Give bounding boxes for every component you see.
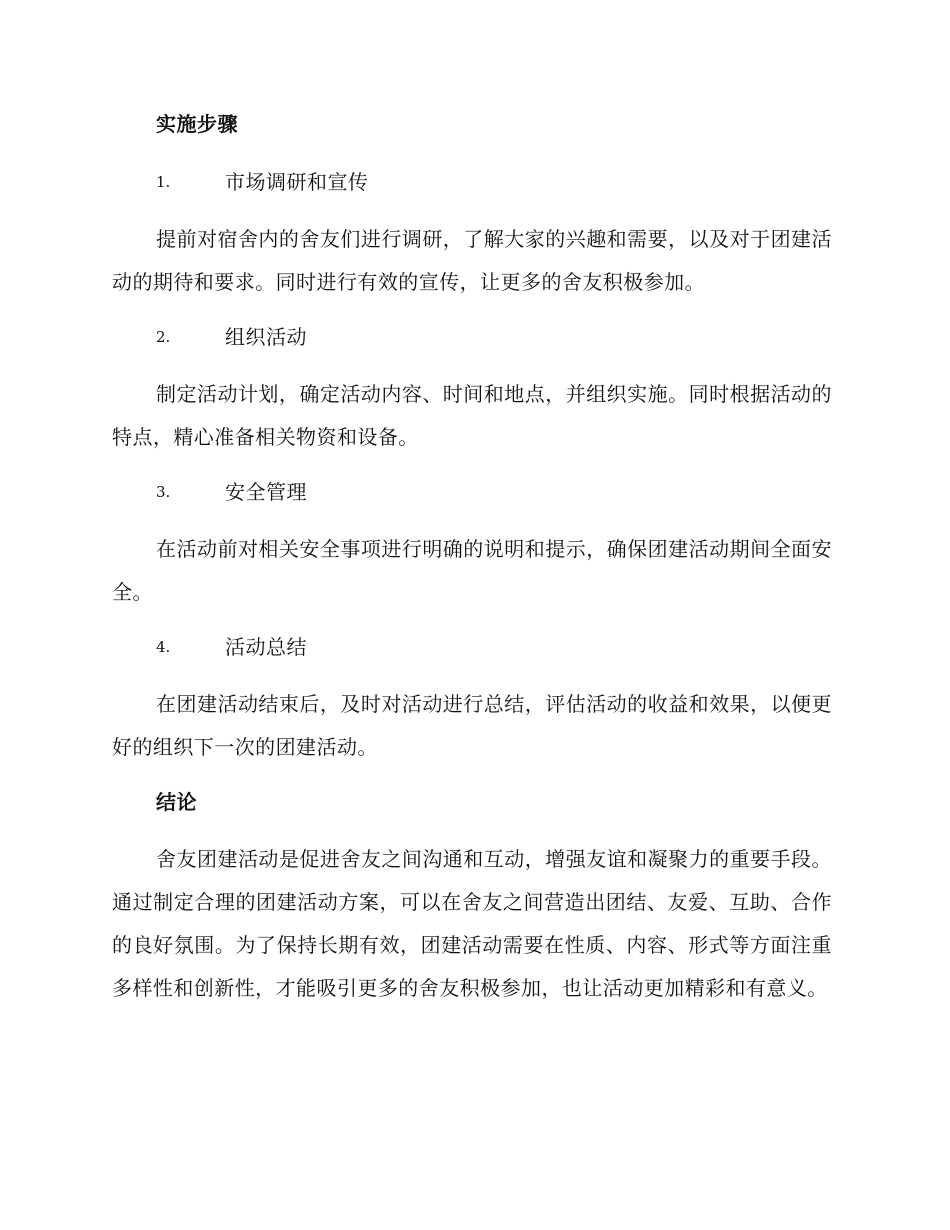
step-number: 2. [156, 328, 171, 346]
document-content [112, 108, 832, 1027]
conclusion-paragraph: 舍友团建活动是促进舍友之间沟通和互动，增强友谊和凝聚力的重要手段。通过制定合理的团建活动方案，可以在舍友之间营造出团结、友爱、互助、合作的良好氛围。为了保持长期有效，团建活动需要在性质、内容、形式等方面注重多样性和创新性，才能吸引更多的舍友积极参加，也让活动更加精彩和有意义。 [112, 847, 832, 1000]
step-paragraph: 在团建活动结束后，及时对活动进行总结，评估活动的收益和效果，以便更好的组织下一次的团建活动。 [112, 692, 832, 759]
step-item-1 [112, 166, 832, 198]
step-item-2 [112, 321, 832, 353]
step-title: 市场调研和宣传 [225, 170, 369, 194]
step-number: 1. [156, 173, 171, 191]
step-title: 活动总结 [225, 635, 307, 659]
step-title: 安全管理 [225, 480, 307, 504]
step-paragraph: 在活动前对相关安全事项进行明确的说明和提示，确保团建活动期间全面安全。 [112, 537, 832, 604]
step-number: 3. [156, 483, 171, 501]
step-number: 4. [156, 638, 171, 656]
section-heading-implementation: 实施步骤 [156, 112, 238, 136]
step-item-3 [112, 476, 832, 508]
step-title: 组织活动 [225, 325, 307, 349]
step-paragraph: 提前对宿舍内的舍友们进行调研，了解大家的兴趣和需要，以及对于团建活动的期待和要求。同时进行有效的宣传，让更多的舍友积极参加。 [112, 227, 832, 294]
section-heading-conclusion: 结论 [156, 790, 197, 814]
step-item-4 [112, 631, 832, 663]
step-paragraph: 制定活动计划，确定活动内容、时间和地点，并组织实施。同时根据活动的特点，精心准备相关物资和设备。 [112, 382, 832, 449]
